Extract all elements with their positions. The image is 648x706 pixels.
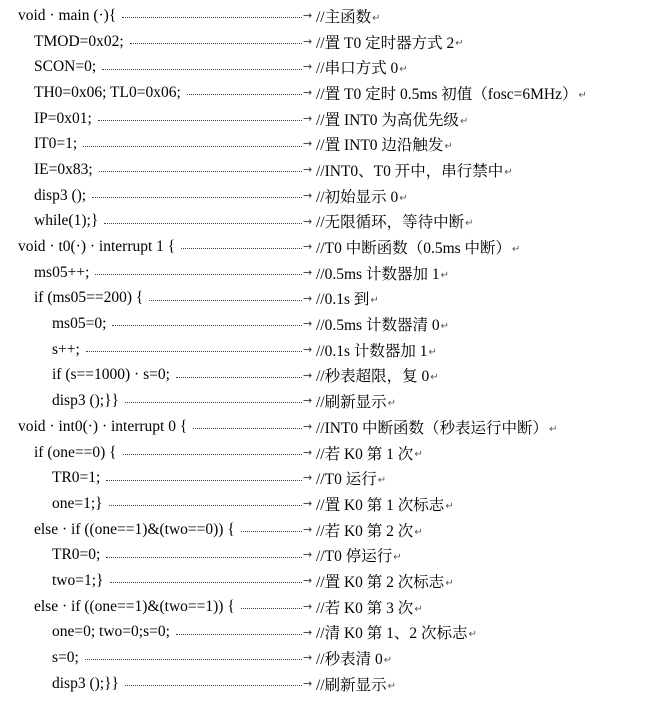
code-comment (316, 416, 557, 438)
code-comment (316, 56, 408, 78)
code-statement: IE=0x83; (0, 161, 97, 179)
code-comment (316, 544, 402, 566)
tab-arrow-icon: → (303, 265, 313, 279)
tab-arrow-icon: → (303, 240, 313, 254)
code-statement: TMOD=0x02; (0, 33, 128, 51)
code-line (0, 337, 648, 363)
paragraph-mark-icon: ↵ (377, 475, 387, 487)
tab-arrow-icon: → (303, 445, 313, 459)
comment-text: //秒表超限，复 0 (316, 368, 430, 386)
comment-text: //刷新显示 (316, 394, 387, 412)
comment-text: //INT0 中断函数（秒表运行中断） (316, 419, 549, 437)
code-statement: disp3 (); (0, 187, 90, 205)
code-line (0, 594, 648, 620)
code-line (0, 54, 648, 80)
code-comment (316, 673, 396, 695)
comment-text: //清 K0 第 1、2 次标志 (316, 625, 468, 643)
paragraph-mark-icon: ↵ (440, 321, 449, 333)
code-statement: TR0=1; (0, 469, 104, 487)
code-line (0, 388, 648, 414)
tab-arrow-icon: → (303, 9, 313, 22)
comment-text: //置 K0 第 2 次标志 (316, 573, 445, 591)
tab-leader-dots (122, 17, 302, 18)
code-line (0, 645, 648, 671)
code-statement: if (s==1000) · s=0; (0, 366, 174, 384)
tab-leader-dots (99, 171, 302, 172)
paragraph-mark-icon: ↵ (465, 218, 474, 230)
code-statement: else · if ((one==1)&(two==0)) { (0, 521, 239, 539)
code-line (0, 542, 648, 568)
paragraph-mark-icon: ↵ (512, 243, 521, 255)
code-statement: void · int0(·) · interrupt 0 { (0, 418, 191, 436)
tab-arrow-icon: → (303, 317, 313, 331)
paragraph-mark-icon: ↵ (414, 449, 423, 461)
paragraph-mark-icon: ↵ (414, 526, 423, 538)
tab-arrow-icon: → (303, 420, 313, 433)
code-line (0, 183, 648, 209)
code-line (0, 80, 648, 106)
code-comment (316, 82, 587, 104)
comment-text: //0.5ms 计数器加 1 (316, 265, 440, 283)
code-statement: if (ms05==200) { (0, 289, 147, 307)
tab-leader-dots (149, 300, 302, 301)
code-statement: s=0; (0, 649, 83, 667)
paragraph-mark-icon: ↵ (444, 141, 453, 153)
tab-arrow-icon: → (303, 291, 313, 305)
paragraph-mark-icon: ↵ (459, 115, 469, 127)
code-comment (316, 108, 468, 130)
tab-leader-dots (241, 608, 302, 609)
tab-leader-dots (130, 43, 302, 44)
code-statement: IT0=1; (0, 135, 81, 153)
comment-text: //无限循环，等待中断 (316, 214, 465, 232)
comment-text: //置 K0 第 1 次标志 (316, 496, 445, 514)
comment-text: //0.5ms 计数器清 0 (316, 317, 440, 335)
tab-arrow-icon: → (303, 214, 313, 228)
code-line (0, 3, 648, 29)
code-comment (316, 210, 474, 232)
tab-leader-dots (104, 223, 302, 224)
tab-arrow-icon: → (303, 574, 313, 588)
code-comment (316, 236, 520, 258)
comment-text: //若 K0 第 3 次 (316, 599, 414, 617)
code-line (0, 131, 648, 157)
paragraph-mark-icon: ↵ (445, 577, 454, 589)
tab-arrow-icon: → (303, 548, 313, 562)
tab-leader-dots (109, 505, 302, 506)
paragraph-mark-icon: ↵ (430, 372, 439, 384)
tab-leader-dots (95, 274, 302, 275)
paragraph-mark-icon: ↵ (387, 680, 397, 692)
tab-leader-dots (123, 454, 302, 455)
tab-leader-dots (102, 69, 302, 70)
comment-text: //主函数 (316, 8, 372, 26)
code-statement: one=1;} (0, 495, 107, 513)
code-line (0, 157, 648, 183)
code-comment (316, 339, 437, 361)
code-line (0, 29, 648, 55)
comment-text: //初始显示 0 (316, 188, 399, 206)
tab-arrow-icon: → (303, 163, 313, 177)
code-statement: one=0; two=0;s=0; (0, 623, 174, 641)
code-statement: if (one==0) { (0, 444, 121, 462)
comment-text: //串口方式 0 (316, 60, 399, 78)
tab-leader-dots (106, 557, 302, 558)
code-statement: IP=0x01; (0, 110, 96, 128)
tab-arrow-icon: → (303, 86, 313, 100)
tab-leader-dots (110, 582, 302, 583)
code-line (0, 517, 648, 543)
code-comment (316, 185, 408, 207)
code-statement: ms05=0; (0, 315, 110, 333)
comment-text: //INT0、T0 开中，串行禁中 (316, 162, 504, 180)
comment-text: //置 INT0 为高优先级 (316, 111, 459, 129)
comment-text: //置 INT0 边沿触发 (316, 137, 444, 155)
code-statement: TH0=0x06; TL0=0x06; (0, 84, 185, 102)
code-document (0, 3, 648, 697)
tab-leader-dots (98, 120, 302, 121)
paragraph-mark-icon: ↵ (370, 295, 379, 307)
code-statement: void · t0(·) · interrupt 1 { (0, 238, 179, 256)
tab-arrow-icon: → (303, 522, 313, 536)
paragraph-mark-icon: ↵ (383, 654, 393, 666)
paragraph-mark-icon: ↵ (387, 398, 397, 410)
tab-arrow-icon: → (303, 676, 313, 690)
tab-leader-dots (86, 351, 302, 352)
code-comment (316, 570, 454, 592)
tab-leader-dots (85, 659, 302, 660)
code-line (0, 568, 648, 594)
paragraph-mark-icon: ↵ (440, 269, 449, 281)
tab-leader-dots (125, 402, 302, 403)
comment-text: //T0 运行 (316, 471, 377, 489)
code-comment (316, 31, 464, 53)
code-line (0, 414, 648, 440)
code-statement: disp3 ();}} (0, 392, 123, 410)
code-statement: void · main (·){ (0, 7, 120, 25)
comment-text: //若 K0 第 2 次 (316, 522, 414, 540)
paragraph-mark-icon: ↵ (399, 64, 408, 76)
comment-text: //0.1s 计数器加 1 (316, 342, 428, 360)
tab-arrow-icon: → (303, 625, 313, 639)
code-line (0, 363, 648, 389)
paragraph-mark-icon: ↵ (549, 423, 558, 435)
code-line (0, 286, 648, 312)
tab-leader-dots (181, 248, 302, 249)
tab-arrow-icon: → (303, 342, 313, 356)
tab-arrow-icon: → (303, 497, 313, 511)
paragraph-mark-icon: ↵ (372, 12, 381, 24)
tab-arrow-icon: → (303, 137, 313, 151)
comment-text: //置 T0 定时器方式 2 (316, 34, 455, 52)
code-statement: two=1;} (0, 572, 108, 590)
code-statement: TR0=0; (0, 546, 104, 564)
code-comment (316, 262, 449, 284)
tab-leader-dots (92, 197, 302, 198)
code-statement: disp3 ();}} (0, 675, 123, 693)
code-statement: s++; (0, 341, 84, 359)
code-comment (316, 467, 386, 489)
code-comment (316, 621, 477, 643)
comment-text: //秒表清 0 (316, 651, 383, 669)
code-line (0, 311, 648, 337)
code-statement: else · if ((one==1)&(two==1)) { (0, 598, 239, 616)
comment-text: //若 K0 第 1 次 (316, 445, 414, 463)
tab-leader-dots (176, 377, 302, 378)
comment-text: //置 T0 定时 0.5ms 初值（fosc=6MHz） (316, 85, 578, 103)
tab-leader-dots (187, 94, 302, 95)
tab-arrow-icon: → (303, 394, 313, 408)
paragraph-mark-icon: ↵ (393, 552, 402, 564)
tab-leader-dots (125, 685, 302, 686)
code-line (0, 440, 648, 466)
code-line (0, 106, 648, 132)
tab-arrow-icon: → (303, 651, 313, 665)
code-comment (316, 287, 379, 309)
comment-text: //T0 停运行 (316, 548, 393, 566)
code-comment (316, 364, 439, 386)
code-line (0, 671, 648, 697)
code-comment (316, 159, 513, 181)
comment-text: //0.1s 到 (316, 291, 370, 309)
tab-arrow-icon: → (303, 111, 313, 125)
code-comment (316, 5, 381, 27)
code-comment (316, 493, 454, 515)
tab-leader-dots (193, 428, 302, 429)
code-comment (316, 596, 423, 618)
code-statement: SCON=0; (0, 58, 100, 76)
comment-text: //T0 中断函数（0.5ms 中断） (316, 240, 512, 258)
paragraph-mark-icon: ↵ (578, 89, 587, 101)
paragraph-mark-icon: ↵ (399, 192, 408, 204)
paragraph-mark-icon: ↵ (445, 500, 454, 512)
comment-text: //刷新显示 (316, 676, 387, 694)
code-comment (316, 133, 453, 155)
code-line (0, 620, 648, 646)
paragraph-mark-icon: ↵ (504, 166, 513, 178)
code-statement: ms05++; (0, 264, 93, 282)
code-line (0, 465, 648, 491)
tab-arrow-icon: → (303, 471, 313, 485)
code-comment (316, 313, 449, 335)
tab-leader-dots (106, 480, 302, 481)
code-line (0, 491, 648, 517)
code-comment (316, 647, 392, 669)
code-line (0, 260, 648, 286)
paragraph-mark-icon: ↵ (414, 603, 423, 615)
tab-arrow-icon: → (303, 188, 313, 202)
code-line (0, 209, 648, 235)
tab-arrow-icon: → (303, 60, 313, 74)
code-comment (316, 519, 423, 541)
tab-leader-dots (83, 146, 302, 147)
code-comment (316, 442, 423, 464)
paragraph-mark-icon: ↵ (468, 629, 477, 641)
tab-leader-dots (176, 634, 302, 635)
code-line (0, 234, 648, 260)
paragraph-mark-icon: ↵ (455, 38, 464, 50)
code-comment (316, 390, 396, 412)
tab-arrow-icon: → (303, 368, 313, 382)
tab-arrow-icon: → (303, 34, 313, 48)
tab-arrow-icon: → (303, 599, 313, 613)
code-statement: while(1);} (0, 212, 102, 230)
tab-leader-dots (241, 531, 302, 532)
paragraph-mark-icon: ↵ (428, 346, 437, 358)
tab-leader-dots (112, 325, 302, 326)
